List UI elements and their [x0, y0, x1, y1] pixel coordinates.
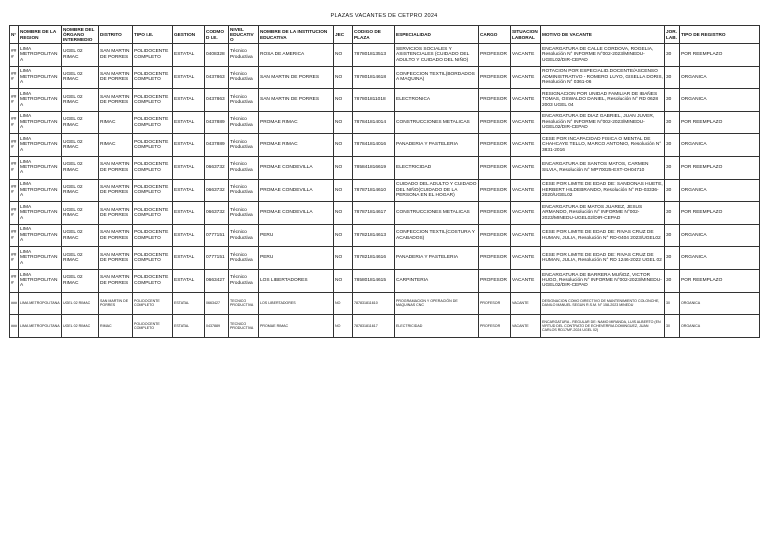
- cell-col-number: ###: [10, 247, 19, 270]
- cell-col-distrito: SAN MARTIN DE PORRES: [99, 89, 133, 112]
- cell-col-motivo: CESE POR INCAPACIDAD FISICA O MENTAL DE CHAHCAYE TELLO, MARCO ANTONIO, Resolución N° 3831-2016: [541, 134, 665, 157]
- document-title: PLAZAS VACANTES DE CETPRO 2024: [330, 13, 438, 19]
- cell-col-tipo-registro: POR REEMPLAZO: [680, 202, 760, 225]
- cell-col-nivel: Técnico Productiva: [229, 247, 259, 270]
- cell-col-tipo-ie: POLIDOCENTE COMPLETO: [133, 224, 173, 247]
- cell-col-cargo: PROFESOR: [479, 111, 511, 134]
- cell-col-codigo-plaza: 787821814613: [353, 224, 395, 247]
- cell-col-tipo-registro: POR REEMPLAZO: [680, 111, 760, 134]
- header-col-institucion: NOMBRE DE LA INSTITUCION EDUCATIVA: [259, 26, 334, 44]
- cell-col-situacion: VACANTE: [511, 156, 541, 179]
- cell-col-nivel: Técnico Productiva: [229, 66, 259, 89]
- cell-col-motivo: CESE POR LIMITE DE EDAD DE: SANDONAS HUETE, HERBERT HILDEBRANDO, Resolución N° RD-03336-2020/UGEL02: [541, 179, 665, 202]
- cell-col-distrito: SAN MARTIN DE PORRES: [99, 224, 133, 247]
- cell-col-codmod: 0408328: [205, 44, 229, 67]
- cell-col-tipo-ie: POLIDOCENTE COMPLETO: [133, 44, 173, 67]
- cell-col-number: ###: [10, 134, 19, 157]
- cell-col-jornada: 30: [665, 44, 680, 67]
- header-col-codmod: CODMOD I.E.: [205, 26, 229, 44]
- table-row: [10, 179, 760, 202]
- cell-col-jec: NO: [334, 111, 353, 134]
- cell-col-codigo-plaza: 787821814616: [353, 247, 395, 270]
- cell-col-especialidad: PANADERIA Y PASTELERIA: [395, 247, 479, 270]
- vacancies-table: [9, 25, 760, 338]
- cell-col-distrito: SAN MARTIN DE PORRES: [99, 156, 133, 179]
- cell-col-especialidad: ELECTRONICA: [395, 89, 479, 112]
- cell-col-organo: UGEL 02 RIMAC: [62, 66, 99, 89]
- header-col-number: N°: [10, 26, 19, 44]
- cell-col-jornada: 30: [665, 66, 680, 89]
- cell-col-region: LIMA METROPOLITAN A: [19, 111, 62, 134]
- cell-col-nivel: Técnico Productiva: [229, 202, 259, 225]
- table-row: [10, 202, 760, 225]
- header-col-cargo: CARGO: [479, 26, 511, 44]
- header-col-tipo-ie: TIPO I.E.: [133, 26, 173, 44]
- cell-col-organo: UGEL 02 RIMAC: [62, 202, 99, 225]
- cell-col-gestion: ESTATAL: [173, 247, 205, 270]
- table-row: [10, 224, 760, 247]
- cell-col-codigo-plaza: 787831811617: [353, 315, 395, 338]
- cell-col-codigo-plaza: 787831811610: [353, 292, 395, 315]
- cell-col-jornada: 30: [665, 134, 680, 157]
- cell-col-tipo-registro: ORGANICA: [680, 66, 760, 89]
- cell-col-distrito: RIMAC: [99, 134, 133, 157]
- cell-col-tipo-ie: POLIDOCENTE COMPLETO: [133, 247, 173, 270]
- header-col-especialidad: ESPECIALIDAD: [395, 26, 479, 44]
- cell-col-tipo-ie: POLIDOCENTE COMPLETO: [133, 292, 173, 315]
- cell-col-tipo-registro: ORGANICA: [680, 247, 760, 270]
- cell-col-organo: UGEL 02 RIMAC: [62, 224, 99, 247]
- table-header-row: [10, 26, 760, 44]
- cell-col-codmod: 0437863: [205, 66, 229, 89]
- cell-col-institucion: SAN MARTIN DE PORRES: [259, 89, 334, 112]
- header-col-gestion: GESTION: [173, 26, 205, 44]
- header-col-distrito: DISTRITO: [99, 26, 133, 44]
- cell-col-situacion: VACANTE: [511, 202, 541, 225]
- cell-col-jornada: 30: [665, 156, 680, 179]
- cell-col-jec: NO: [334, 269, 353, 292]
- cell-col-gestion: ESTATAL: [173, 156, 205, 179]
- cell-col-codigo-plaza: 787871814610: [353, 179, 395, 202]
- cell-col-nivel: Técnico Productiva: [229, 44, 259, 67]
- cell-col-situacion: VACANTE: [511, 44, 541, 67]
- cell-col-distrito: SAN MARTIN DE PORRES: [99, 269, 133, 292]
- cell-col-codigo-plaza: 785841816619: [353, 156, 395, 179]
- cell-col-distrito: SAN MARTIN DE PORRES: [99, 202, 133, 225]
- cell-col-motivo: ROTACION POR ESPECIALID.DOCENTE/ASCENSO ADMINISTRATIVO - ROMERO LUYO, GISELLA DORIS, Resolución N° 0361-06: [541, 66, 665, 89]
- header-col-motivo: MOTIVO DE VACANTE: [541, 26, 665, 44]
- cell-col-situacion: VACANTE: [511, 111, 541, 134]
- cell-col-gestion: ESTATAL: [173, 111, 205, 134]
- cell-col-tipo-ie: POLIDOCENTE COMPLETO: [133, 134, 173, 157]
- cell-col-nivel: TECNICO PRODUCTIVA: [229, 315, 259, 338]
- cell-col-especialidad: ELECTRICIDAD: [395, 156, 479, 179]
- cell-col-nivel: TECNICO PRODUCTIVA: [229, 292, 259, 315]
- cell-col-situacion: VACANTE: [511, 66, 541, 89]
- cell-col-especialidad: ELECTRICIDAD: [395, 315, 479, 338]
- cell-col-jornada: 30: [665, 202, 680, 225]
- cell-col-motivo: DESIGNACION COMO DIRECTIVO DE MANTENIMIENTO COLONCHE, DANILO MANUEL SEGUN R.S.M. N° 158-2023 MINEDU: [541, 292, 665, 315]
- cell-col-number: ###: [10, 179, 19, 202]
- cell-col-region: LIMA METROPOLITAN A: [19, 247, 62, 270]
- table-row: [10, 111, 760, 134]
- cell-col-tipo-registro: ORGANICA: [680, 292, 760, 315]
- cell-col-organo: UGEL 02 RIMAC: [62, 292, 99, 315]
- cell-col-jornada: 30: [665, 111, 680, 134]
- cell-col-jec: NO: [334, 315, 353, 338]
- cell-col-jornada: 30: [665, 224, 680, 247]
- header-col-jornada: JOR. LAB.: [665, 26, 680, 44]
- cell-col-region: LIMA METROPOLITAN A: [19, 269, 62, 292]
- cell-col-number: ###: [10, 156, 19, 179]
- cell-col-codmod: 0437889: [205, 134, 229, 157]
- cell-col-institucion: SAN MARTIN DE PORRES: [259, 66, 334, 89]
- cell-col-distrito: SAN MARTIN DE PORRES: [99, 247, 133, 270]
- table-body: [10, 44, 760, 338]
- cell-col-nivel: Técnico Productiva: [229, 134, 259, 157]
- cell-col-jornada: 30: [665, 247, 680, 270]
- cell-col-institucion: PROMAE RIMAC: [259, 111, 334, 134]
- header-col-nivel: NIVEL EDUCATIVO: [229, 26, 259, 44]
- cell-col-cargo: PROFESOR: [479, 292, 511, 315]
- cell-col-region: LIMA METROPOLITAN A: [19, 224, 62, 247]
- cell-col-institucion: LOS LIBERTADORES: [259, 269, 334, 292]
- cell-col-tipo-registro: ORGANICA: [680, 134, 760, 157]
- cell-col-jornada: 30: [665, 89, 680, 112]
- cell-col-cargo: PROFESOR: [479, 134, 511, 157]
- cell-col-tipo-ie: POLIDOCENTE COMPLETO: [133, 269, 173, 292]
- cell-col-motivo: RESIGNACION POR UNIDAD FAMILIAR DE IBAÑES TOMAS, OSWALDO DANIEL, Resolución N° RD 0628 2003 UGEL 04: [541, 89, 665, 112]
- cell-col-codmod: 0437889: [205, 111, 229, 134]
- cell-col-organo: UGEL 02 RIMAC: [62, 134, 99, 157]
- cell-col-codmod: 0663732: [205, 202, 229, 225]
- cell-col-institucion: PERU: [259, 247, 334, 270]
- table-row: [10, 89, 760, 112]
- cell-col-cargo: PROFESOR: [479, 89, 511, 112]
- header-col-organo: NOMBRE DEL ÓRGANO INTERMEDIO: [62, 26, 99, 44]
- cell-col-nivel: Técnico Productiva: [229, 111, 259, 134]
- cell-col-motivo: ENCARGATURA DE DIAZ GABRIEL, JUAN JUVER, Resolución N° INFORME N°002-2023/MINEDU-UGEL02/DIR-CEPAD: [541, 111, 665, 134]
- cell-col-codmod: 0777151: [205, 247, 229, 270]
- cell-col-motivo: ENCARGATURA DE CALLE CORDOVA, ROGELIA, Resolución N° INFORME N°002-2023/MINEDU-UGEL02/DIR-CEPAD: [541, 44, 665, 67]
- cell-col-motivo: CESE POR LIMITE DE EDAD DE: RIVAS CRUZ DE HUMAN, JULIA, Resolución N° RD 1246-2022 UGEL 02: [541, 247, 665, 270]
- cell-col-situacion: VACANTE: [511, 89, 541, 112]
- cell-col-jornada: 30: [665, 292, 680, 315]
- cell-col-codigo-plaza: 787801811018: [353, 89, 395, 112]
- cell-col-motivo: ENCARGATURA DE MATOS JUAREZ, JESUS ARMANDO, Resolución N° INFORME N°002-2023/MINEDU-UGEL02/DIR-CEPAD: [541, 202, 665, 225]
- table-row: [10, 156, 760, 179]
- cell-col-jornada: 30: [665, 269, 680, 292]
- cell-col-tipo-registro: POR REEMPLAZO: [680, 44, 760, 67]
- cell-col-situacion: VACANTE: [511, 247, 541, 270]
- cell-col-tipo-ie: POLIDOCENTE COMPLETO: [133, 89, 173, 112]
- cell-col-institucion: PROMAE CONDEVILLA: [259, 156, 334, 179]
- cell-col-number: ###: [10, 292, 19, 315]
- cell-col-organo: UGEL 02 RIMAC: [62, 44, 99, 67]
- cell-col-institucion: PROMAE CONDEVILLA: [259, 179, 334, 202]
- cell-col-gestion: ESTATAL: [173, 315, 205, 338]
- header-col-situacion: SITUACION LABORAL: [511, 26, 541, 44]
- header-col-jec: JEC: [334, 26, 353, 44]
- cell-col-codmod: 0663732: [205, 179, 229, 202]
- cell-col-gestion: ESTATAL: [173, 66, 205, 89]
- cell-col-nivel: Técnico Productiva: [229, 179, 259, 202]
- cell-col-jec: NO: [334, 224, 353, 247]
- cell-col-region: LIMA METROPOLITANA: [19, 315, 62, 338]
- cell-col-jec: NO: [334, 134, 353, 157]
- cell-col-jornada: 30: [665, 315, 680, 338]
- cell-col-jec: NO: [334, 156, 353, 179]
- cell-col-codmod: 0663732: [205, 156, 229, 179]
- cell-col-gestion: ESTATAL: [173, 44, 205, 67]
- cell-col-region: LIMA METROPOLITAN A: [19, 44, 62, 67]
- cell-col-number: ###: [10, 66, 19, 89]
- cell-col-jec: NO: [334, 44, 353, 67]
- cell-col-jornada: 30: [665, 179, 680, 202]
- cell-col-codmod: 0437863: [205, 89, 229, 112]
- cell-col-codmod: 0777151: [205, 224, 229, 247]
- cell-col-institucion: ROSA DE AMERICA: [259, 44, 334, 67]
- cell-col-region: LIMA METROPOLITANA: [19, 292, 62, 315]
- cell-col-motivo: ENCARGATURA DE BARRERA MUÑOZ, VICTOR HUGO, Resolución N° INFORME N°002-2023/MINEDU-UGEL02/DIR-CEPAD: [541, 269, 665, 292]
- cell-col-organo: UGEL 02 RIMAC: [62, 111, 99, 134]
- table-row: [10, 292, 760, 315]
- cell-col-institucion: LOS LIBERTADORES: [259, 292, 334, 315]
- cell-col-number: ###: [10, 202, 19, 225]
- cell-col-especialidad: CONFECCION TEXTIL(COSTURA Y ACABADOS): [395, 224, 479, 247]
- cell-col-cargo: PROFESOR: [479, 156, 511, 179]
- cell-col-tipo-registro: ORGANICA: [680, 89, 760, 112]
- cell-col-cargo: PROFESOR: [479, 224, 511, 247]
- cell-col-distrito: SAN MARTIN DE PORRES: [99, 179, 133, 202]
- cell-col-especialidad: PROGRAMACION Y OPERACIÓN DE MAQUINAS CNC: [395, 292, 479, 315]
- cell-col-jec: NO: [334, 292, 353, 315]
- cell-col-number: ###: [10, 269, 19, 292]
- cell-col-cargo: PROFESOR: [479, 202, 511, 225]
- cell-col-institucion: PERU: [259, 224, 334, 247]
- cell-col-codigo-plaza: 787801814618: [353, 66, 395, 89]
- cell-col-especialidad: CONSTRUCCIONES METALICAS: [395, 202, 479, 225]
- cell-col-institucion: PROMAE CONDEVILLA: [259, 202, 334, 225]
- cell-col-codigo-plaza: 787841814014: [353, 111, 395, 134]
- cell-col-tipo-ie: POLIDOCENTE COMPLETO: [133, 315, 173, 338]
- cell-col-distrito: RIMAC: [99, 111, 133, 134]
- table-row: [10, 44, 760, 67]
- cell-col-cargo: PROFESOR: [479, 179, 511, 202]
- cell-col-institucion: PROMAE RIMAC: [259, 315, 334, 338]
- cell-col-region: LIMA METROPOLITAN A: [19, 202, 62, 225]
- cell-col-situacion: VACANTE: [511, 315, 541, 338]
- cell-col-tipo-registro: ORGANICA: [680, 179, 760, 202]
- table-row: [10, 66, 760, 89]
- cell-col-institucion: PROMAE RIMAC: [259, 134, 334, 157]
- cell-col-gestion: ESTATAL: [173, 292, 205, 315]
- cell-col-cargo: PROFESOR: [479, 44, 511, 67]
- cell-col-nivel: Técnico Productiva: [229, 89, 259, 112]
- cell-col-number: ###: [10, 89, 19, 112]
- cell-col-tipo-ie: POLIDOCENTE COMPLETO: [133, 66, 173, 89]
- cell-col-nivel: Técnico Productiva: [229, 156, 259, 179]
- cell-col-tipo-ie: POLIDOCENTE COMPLETO: [133, 111, 173, 134]
- cell-col-region: LIMA METROPOLITAN A: [19, 134, 62, 157]
- cell-col-organo: UGEL 02 RIMAC: [62, 315, 99, 338]
- cell-col-gestion: ESTATAL: [173, 134, 205, 157]
- cell-col-gestion: ESTATAL: [173, 224, 205, 247]
- cell-col-especialidad: CARPINTERIA: [395, 269, 479, 292]
- cell-col-number: ###: [10, 315, 19, 338]
- cell-col-tipo-registro: ORGANICA: [680, 224, 760, 247]
- cell-col-motivo: ENCARGATURA DE SANTOS MATOS, CARMEN SILVIA, Resolución N° MP70025-EXT-OH04710: [541, 156, 665, 179]
- cell-col-situacion: VACANTE: [511, 224, 541, 247]
- cell-col-cargo: PROFESOR: [479, 269, 511, 292]
- cell-col-number: ###: [10, 224, 19, 247]
- header-col-codigo-plaza: CODIGO DE PLAZA: [353, 26, 395, 44]
- table-row: [10, 247, 760, 270]
- cell-col-tipo-ie: POLIDOCENTE COMPLETO: [133, 202, 173, 225]
- cell-col-organo: UGEL 02 RIMAC: [62, 269, 99, 292]
- cell-col-codigo-plaza: 787871814617: [353, 202, 395, 225]
- cell-col-especialidad: SERVICIOS SOCIALES Y ASISTENCIALES (CUIDADO DEL ADULTO Y CUIDADO DEL NIÑO): [395, 44, 479, 67]
- cell-col-especialidad: CONSTRUCCIONES METALICAS: [395, 111, 479, 134]
- cell-col-tipo-ie: POLIDOCENTE COMPLETO: [133, 179, 173, 202]
- cell-col-nivel: Técnico Productiva: [229, 269, 259, 292]
- cell-col-gestion: ESTATAL: [173, 89, 205, 112]
- cell-col-especialidad: CONFECCION TEXTIL(BORDADOS A MAQUINA): [395, 66, 479, 89]
- cell-col-especialidad: PANADERIA Y PASTELERIA: [395, 134, 479, 157]
- cell-col-cargo: PROFESOR: [479, 66, 511, 89]
- cell-col-region: LIMA METROPOLITAN A: [19, 156, 62, 179]
- cell-col-cargo: PROFESOR: [479, 247, 511, 270]
- cell-col-tipo-ie: POLIDOCENTE COMPLETO: [133, 156, 173, 179]
- table-row: [10, 134, 760, 157]
- cell-col-codmod: 0663427: [205, 292, 229, 315]
- cell-col-tipo-registro: POR REEMPLAZO: [680, 156, 760, 179]
- cell-col-jec: NO: [334, 247, 353, 270]
- cell-col-jec: NO: [334, 179, 353, 202]
- cell-col-situacion: VACANTE: [511, 292, 541, 315]
- table-row: [10, 269, 760, 292]
- cell-col-codmod: 0437889: [205, 315, 229, 338]
- cell-col-gestion: ESTATAL: [173, 202, 205, 225]
- table-row: [10, 315, 760, 338]
- cell-col-region: LIMA METROPOLITAN A: [19, 179, 62, 202]
- cell-col-jec: NO: [334, 202, 353, 225]
- cell-col-codigo-plaza: 785801814615: [353, 269, 395, 292]
- cell-col-situacion: VACANTE: [511, 134, 541, 157]
- cell-col-distrito: RIMAC: [99, 315, 133, 338]
- cell-col-number: ###: [10, 111, 19, 134]
- cell-col-codigo-plaza: 787801813513: [353, 44, 395, 67]
- header-col-region: NOMBRE DE LA REGION: [19, 26, 62, 44]
- cell-col-gestion: ESTATAL: [173, 179, 205, 202]
- cell-col-nivel: Técnico Productiva: [229, 224, 259, 247]
- cell-col-jec: NO: [334, 89, 353, 112]
- cell-col-jec: NO: [334, 66, 353, 89]
- cell-col-motivo: CESE POR LIMITE DE EDAD DE: RIVAS CRUZ DE HUMAN, JULIA, Resolución N° RD-0404 2023/UGEL02: [541, 224, 665, 247]
- cell-col-tipo-registro: POR REEMPLAZO: [680, 269, 760, 292]
- header-col-tipo-registro: TIPO DE REGISTRO: [680, 26, 760, 44]
- cell-col-organo: UGEL 02 RIMAC: [62, 247, 99, 270]
- cell-col-tipo-registro: ORGANICA: [680, 315, 760, 338]
- cell-col-motivo: ENCARGATURA - REGULAR DE: NAMO MIRANDA, LUIS ALBERTO (EN VIRTUD DEL CONTRATO DE ECHEVERRIA DOMINGUEZ, JUAN CARLOS RD17MF-2024 UGEL 02): [541, 315, 665, 338]
- cell-col-situacion: VACANTE: [511, 179, 541, 202]
- cell-col-region: LIMA METROPOLITAN A: [19, 89, 62, 112]
- cell-col-situacion: VACANTE: [511, 269, 541, 292]
- cell-col-especialidad: CUIDADO DEL ADULTO Y CUIDADO DEL NIÑO(CUIDADO DE LA PERSONA EN EL HOGAR): [395, 179, 479, 202]
- cell-col-distrito: SAN MARTIN DE PORRES: [99, 44, 133, 67]
- cell-col-number: ###: [10, 44, 19, 67]
- cell-col-organo: UGEL 02 RIMAC: [62, 89, 99, 112]
- cell-col-codmod: 0663427: [205, 269, 229, 292]
- cell-col-cargo: PROFESOR: [479, 315, 511, 338]
- cell-col-distrito: SAN MARTIN DE PORRES: [99, 292, 133, 315]
- cell-col-organo: UGEL 02 RIMAC: [62, 179, 99, 202]
- cell-col-organo: UGEL 02 RIMAC: [62, 156, 99, 179]
- cell-col-region: LIMA METROPOLITAN A: [19, 66, 62, 89]
- cell-col-codigo-plaza: 787841814016: [353, 134, 395, 157]
- cell-col-distrito: SAN MARTIN DE PORRES: [99, 66, 133, 89]
- cell-col-gestion: ESTATAL: [173, 269, 205, 292]
